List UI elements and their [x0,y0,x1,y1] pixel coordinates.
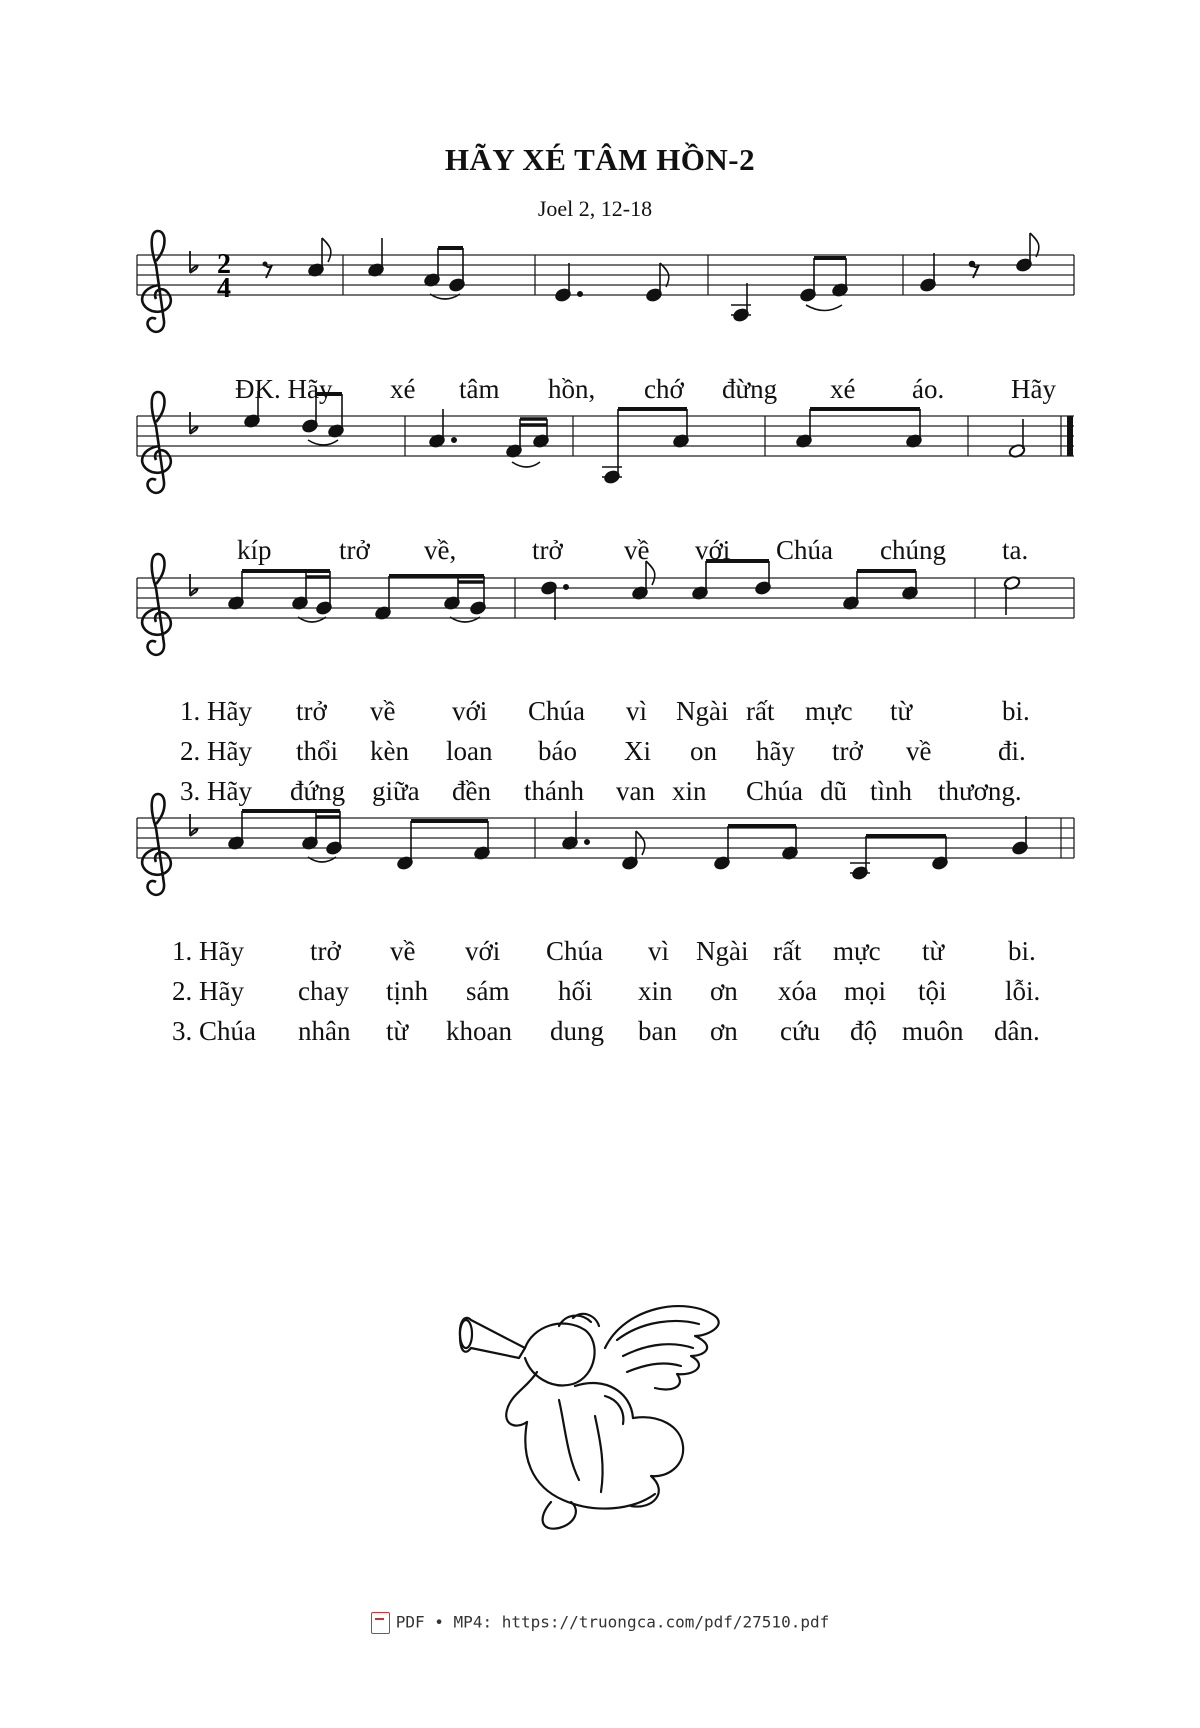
lyric-syllable: dũ [820,776,847,806]
lyric-syllable: xé [390,374,416,404]
verse-3-line-system-4 [150,1016,1070,1052]
lyric-syllable: Chúa [776,535,833,565]
lyric-syllable: chớ [644,374,684,404]
lyric-syllable: với [465,936,501,966]
lyric-syllable: độ [850,1016,877,1046]
lyric-syllable: về, [424,535,457,565]
lyric-syllable: bi. [1008,936,1036,966]
lyric-syllable: ĐK. Hãy [235,374,333,404]
lyric-syllable: đừng [722,374,778,404]
verse-2-line-system-4 [150,976,1070,1012]
lyric-syllable: Chúa [746,776,803,806]
lyric-syllable: rất [773,936,802,966]
lyric-syllable: sám [466,976,510,1006]
lyric-syllable: tình [870,776,913,806]
footer-text[interactable]: PDF • MP4: https://truongca.com/pdf/27510.pdf [395,1612,830,1632]
lyric-syllable: trở [310,936,341,966]
time-signature-bottom: 4 [217,273,231,304]
lyric-syllable: trở [532,535,563,565]
lyric-syllable: Hãy [1011,374,1056,404]
lyric-syllable: với [452,696,488,726]
lyric-syllable: chúng [880,535,946,565]
lyric-syllable: áo. [912,374,945,404]
lyric-syllable: hãy [756,736,795,766]
lyric-syllable: từ [890,696,913,726]
lyric-syllable: hối [558,976,593,1006]
lyric-syllable: 1. Hãy [180,696,252,726]
verse-1-line-system-3 [150,696,1070,732]
lyric-syllable: trở [339,535,370,565]
lyric-syllable: nhân [298,1016,351,1046]
lyrics-line-system-1 [150,374,1070,410]
lyric-syllable: với [695,535,731,565]
lyric-syllable: dung [550,1016,604,1046]
verse-2-line-system-3 [150,736,1070,772]
lyric-syllable: ta. [1002,535,1029,565]
lyric-syllable: on [690,736,717,766]
lyric-syllable: về [370,696,396,726]
lyric-syllable: mực [805,696,853,726]
lyric-syllable: van [616,776,655,806]
verse-3-line-system-3 [150,776,1070,812]
lyric-syllable: mực [833,936,881,966]
lyric-syllable: giữa [372,776,420,806]
lyric-syllable: khoan [446,1016,512,1046]
lyric-syllable: muôn [902,1016,964,1046]
lyric-syllable: trở [832,736,863,766]
lyric-syllable: ban [638,1016,677,1046]
lyric-syllable: mọi [844,976,887,1006]
lyric-syllable: từ [386,1016,409,1046]
lyric-syllable: tịnh [386,976,429,1006]
lyric-syllable: vì [648,936,670,966]
lyric-syllable: lỗi. [1005,976,1041,1006]
lyric-syllable: dân. [994,1016,1040,1046]
lyric-syllable: chay [298,976,349,1006]
lyric-syllable: cứu [780,1016,821,1046]
trumpet-angel-illustration [455,1296,755,1536]
lyric-syllable: thổi [296,736,339,766]
lyric-syllable: 1. Hãy [172,936,244,966]
lyric-syllable: hồn, [548,374,596,404]
lyric-syllable: 3. Hãy [180,776,252,806]
footer-link[interactable] [0,1612,1200,1634]
lyric-syllable: trở [296,696,327,726]
lyric-syllable: từ [922,936,945,966]
lyric-syllable: ơn [710,1016,738,1046]
lyric-syllable: bi. [1002,696,1030,726]
lyric-syllable: báo [538,736,577,766]
lyric-syllable: xóa [778,976,817,1006]
lyrics-line-system-2 [150,535,1070,571]
pdf-file-icon [371,1612,390,1634]
lyric-syllable: vì [626,696,648,726]
lyric-syllable: 2. Hãy [172,976,244,1006]
lyric-syllable: Chúa [546,936,603,966]
lyric-syllable: tội [918,976,947,1006]
lyric-syllable: đứng [290,776,346,806]
lyric-syllable: Xi [624,736,651,766]
scripture-reference: Joel 2, 12-18 [537,196,653,221]
lyric-syllable: loan [446,736,493,766]
lyric-syllable: rất [746,696,775,726]
lyric-syllable: xin [672,776,707,806]
lyric-syllable: thương. [938,776,1022,806]
lyric-syllable: đi. [998,736,1026,766]
lyric-syllable: thánh [524,776,584,806]
staff-system-1 [137,231,1074,332]
lyric-syllable: xé [830,374,856,404]
lyric-syllable: ơn [710,976,738,1006]
verse-1-line-system-4 [150,936,1070,972]
lyric-syllable: Ngài [696,936,749,966]
lyric-syllable: tâm [459,374,500,404]
lyric-syllable: kèn [370,736,409,766]
lyric-syllable: về [906,736,932,766]
song-title: HÃY XÉ TÂM HỒN-2 [444,142,756,177]
lyric-syllable: kíp [237,535,272,565]
time-signature-top: 2 [217,249,231,280]
lyric-syllable: về [624,535,650,565]
lyric-syllable: xin [638,976,673,1006]
lyric-syllable: 2. Hãy [180,736,252,766]
lyric-syllable: Ngài [676,696,729,726]
lyric-syllable: đền [452,776,491,806]
treble-clef-icon [142,231,171,332]
lyric-syllable: 3. Chúa [172,1016,256,1046]
lyric-syllable: về [390,936,416,966]
flat-icon [190,251,198,273]
lyric-syllable: Chúa [528,696,585,726]
